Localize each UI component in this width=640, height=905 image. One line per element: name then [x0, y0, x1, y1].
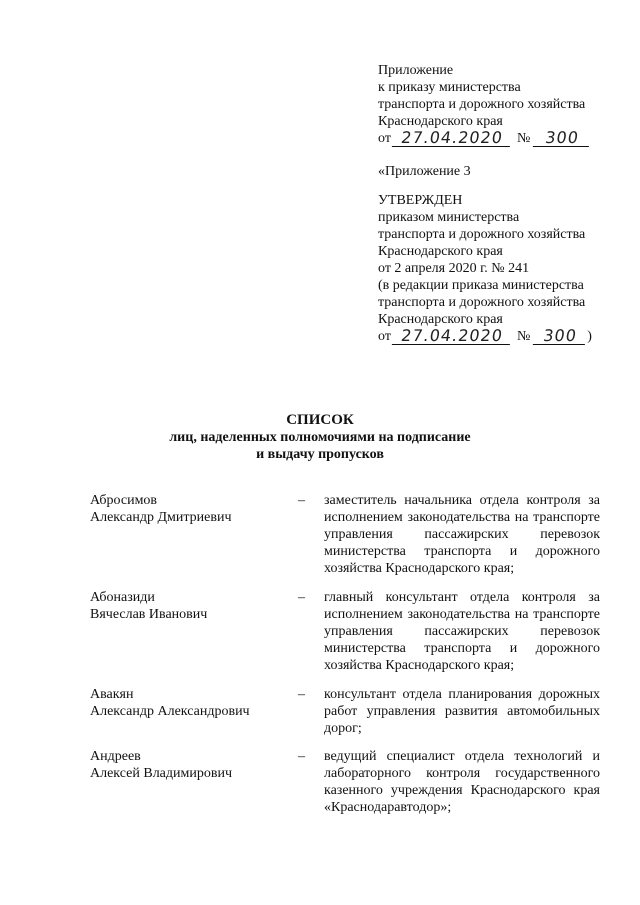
person-position: консультант отдела планирования дорожных работ управления развития автомобильных дорог;: [324, 687, 600, 736]
appendix-line-2: к приказу министерства: [378, 80, 521, 95]
title-main: СПИСОК: [286, 412, 354, 428]
dash-separator: –: [298, 590, 305, 605]
approved-closing-paren: ): [587, 329, 592, 344]
person-surname: Абросимов: [90, 493, 158, 508]
appendix-line-1: Приложение: [378, 63, 454, 78]
appendix-line-4: Краснодарского края: [378, 114, 503, 129]
appendix-signature-line: [378, 130, 618, 147]
person-name: [90, 492, 280, 526]
approved-line-6: транспорта и дорожного хозяйства: [378, 295, 586, 310]
dash-separator: –: [298, 687, 305, 702]
dash-separator: –: [298, 749, 305, 764]
appendix3-label: «Приложение 3: [378, 164, 471, 179]
appendix-handwritten-date: 27.04.2020: [392, 130, 512, 147]
person-surname: Андреев: [90, 749, 141, 764]
person-surname: Авакян: [90, 687, 134, 702]
approved-line-7: Краснодарского края: [378, 312, 503, 327]
document-title: [0, 412, 640, 463]
approved-line-1: приказом министерства: [378, 210, 520, 225]
appendix-from-label: от: [378, 131, 391, 146]
person-position: ведущий специалист отдела технологий и лабораторного контроля государственного казенного учреждения Краснодарского края «Краснодаравтодор»;: [324, 749, 600, 815]
person-position: заместитель начальника отдела контроля за исполнением законодательства на транспорте управления пассажирских перевозок министерства транспорта и дорожного хозяйства Краснодарского края;: [324, 493, 600, 576]
approved-signature-line: [378, 328, 618, 345]
person-given-names: Вячеслав Иванович: [90, 607, 208, 622]
person-surname: Абоназиди: [90, 590, 155, 605]
title-line-2: лиц, наделенных полномочиями на подписание: [169, 430, 471, 445]
approved-number-label: №: [516, 329, 531, 344]
person-name: [90, 686, 280, 720]
person-given-names: Алексей Владимирович: [90, 766, 233, 781]
appendix-line-3: транспорта и дорожного хозяйства: [378, 97, 586, 112]
title-line-3: и выдачу пропусков: [256, 447, 384, 462]
appendix-handwritten-number: 300: [533, 130, 591, 147]
person-name: [90, 748, 280, 782]
person-name: [90, 589, 280, 623]
person-given-names: Александр Дмитриевич: [90, 510, 232, 525]
dash-separator: –: [298, 493, 305, 508]
person-given-names: Александр Александрович: [90, 704, 250, 719]
approved-from-label: от: [378, 329, 391, 344]
approved-handwritten-date: 27.04.2020: [392, 328, 512, 345]
approved-handwritten-number: 300: [533, 328, 587, 345]
approved-line-3: Краснодарского края: [378, 244, 503, 259]
person-position: главный консультант отдела контроля за исполнением законодательства на транспорте управления пассажирских перевозок министерства транспорта и дорожного хозяйства Краснодарского края;: [324, 590, 600, 673]
approved-label: УТВЕРЖДЕН: [378, 193, 463, 208]
appendix-number-label: №: [516, 131, 531, 146]
approved-line-2: транспорта и дорожного хозяйства: [378, 227, 586, 242]
approved-line-5: (в редакции приказа министерства: [378, 278, 584, 293]
approved-line-4: от 2 апреля 2020 г. № 241: [378, 261, 530, 276]
appendix-header: [378, 62, 618, 345]
